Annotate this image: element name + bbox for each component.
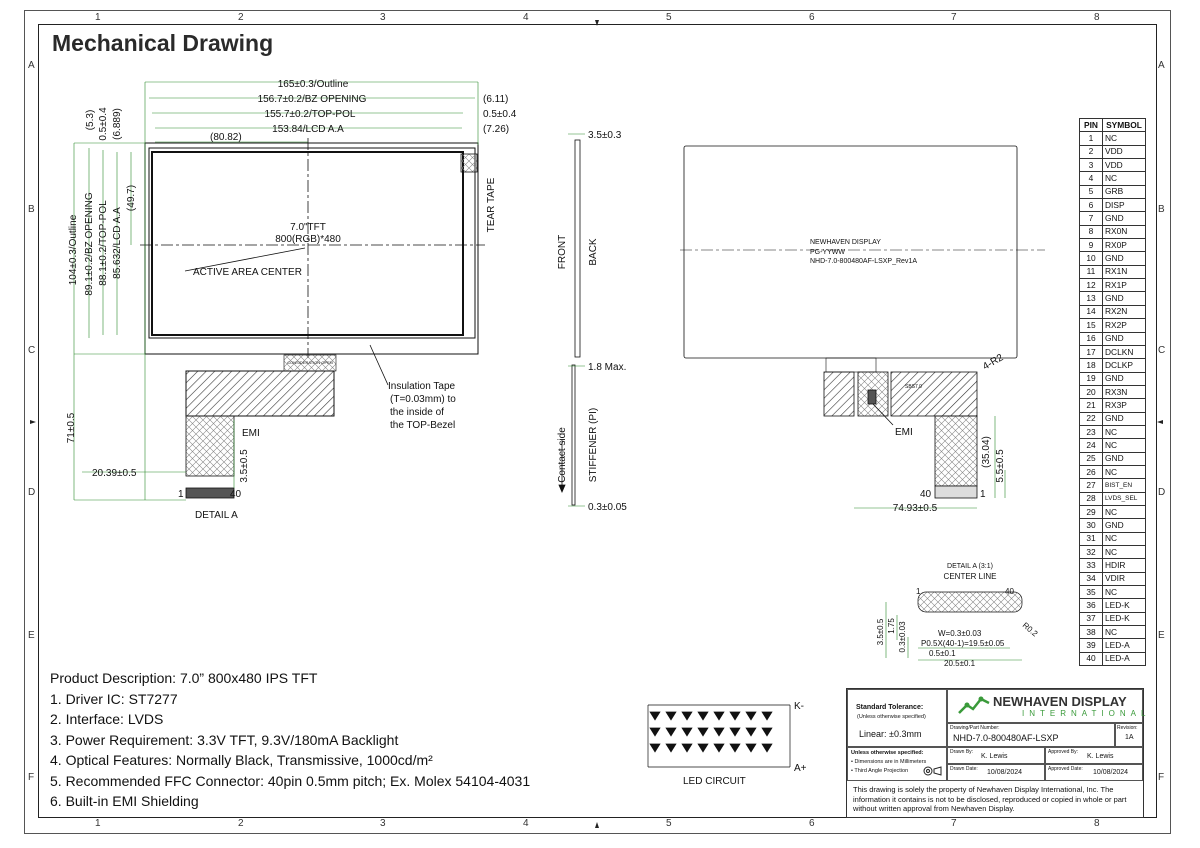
detail-d2: 1.75 [887,618,896,634]
detail-w: W=0.3±0.03 [938,629,982,638]
back-fpc-contacts [935,486,977,498]
dim-stiffener: 0.3±0.05 [588,502,627,513]
pin-row [1080,212,1146,225]
pin-row [1080,559,1146,572]
pin-symbol: GND [1103,292,1146,305]
pin-number: 21 [1080,399,1103,412]
pin-number: 35 [1080,586,1103,599]
pin-number: 10 [1080,252,1103,265]
dim-bz-width: 156.7±0.2/BZ OPENING [257,94,367,105]
linear-tolerance: Linear: ±0.3mm [859,729,922,739]
sticker-label: SBS7.0 [905,384,922,390]
grid-row-b-left: B [28,204,35,215]
pin-symbol: RX3P [1103,399,1146,412]
dim-outline-height: 104±0.3/Outline [68,214,79,286]
description-item: 6. Built-in EMI Shielding [50,793,199,809]
pin-symbol: NC [1103,439,1146,452]
grid-row-a-right: A [1158,60,1165,71]
pin-row [1080,452,1146,465]
pin-number: 37 [1080,612,1103,625]
pin-number: 19 [1080,372,1103,385]
pin-row [1080,145,1146,158]
dim-bz-height: 89.1±0.2/BZ OPENING [84,192,95,296]
pin-number: 31 [1080,532,1103,545]
led-k: K- [794,701,804,712]
pin-symbol: NC [1103,586,1146,599]
pin-number: 36 [1080,599,1103,612]
pin-row [1080,265,1146,278]
pin-number: 6 [1080,199,1103,212]
pin-row [1080,239,1146,252]
brand-logo-icon [957,695,991,719]
pin-symbol: BIST_EN [1103,479,1146,492]
pin-row [1080,372,1146,385]
pin-row [1080,399,1146,412]
drawn-date-label: Drawn Date: [950,766,978,772]
pin-row [1080,465,1146,478]
dim-max: 1.8 Max. [588,362,627,373]
dim-0-5-v: 0.5±0.4 [98,107,109,141]
pin-number: 34 [1080,572,1103,585]
pin-number: 8 [1080,225,1103,238]
detail-a-labels [876,563,1040,668]
pin-number: 17 [1080,345,1103,358]
revision-value: 1A [1125,734,1134,741]
pin-row [1080,199,1146,212]
detail-r: R0.2 [1020,620,1040,639]
back-stiffener-right [891,372,977,416]
pin-row [1080,132,1146,145]
pin-symbol: GND [1103,212,1146,225]
pin-symbol: NC [1103,425,1146,438]
pin-symbol: GND [1103,332,1146,345]
pin-symbol: GND [1103,252,1146,265]
pin-number: 29 [1080,505,1103,518]
pin-row [1080,319,1146,332]
dim-6-11: (6.11) [483,94,509,105]
pin-symbol: LED-K [1103,612,1146,625]
pin-row [1080,359,1146,372]
ownership-notice: This drawing is solely the property of Newhaven Display International, Inc. The information it contains is not to be disclosed, reproduced or copied in whole or part without written approval from Newhaven Display. [853,785,1127,813]
pin-symbol: RX0P [1103,239,1146,252]
pin-number: 2 [1080,145,1103,158]
grid-row-c-left: C [28,345,36,356]
pin-table [1079,118,1146,666]
emi-back: EMI [895,427,913,438]
pin-symbol: HDIR [1103,559,1146,572]
center-label-2: 800(RGB)*480 [275,234,341,245]
pin-header: PIN [1080,119,1103,132]
pin-row [1080,425,1146,438]
pin-number: 22 [1080,412,1103,425]
r2-label: 4-R2 [981,352,1006,373]
dim-71: 71±0.5 [66,412,77,444]
grid-row-a-left: A [28,60,35,71]
dim-thickness: 3.5±0.3 [588,130,622,141]
pin-row [1080,492,1146,505]
pin-symbol: RX2N [1103,305,1146,318]
center-label-1: 7.0"TFT [290,222,326,233]
pin-number: 20 [1080,385,1103,398]
description-heading: Product Description: 7.0” 800x480 IPS TFT [50,670,318,686]
grid-row-f-left: F [28,772,35,783]
description-item: 4. Optical Features: Normally Black, Transmissive, 1000cd/m² [50,752,433,768]
detail-a-label: DETAIL A [195,510,238,521]
dims-in-mm: • Dimensions are in Millimeters [851,759,927,765]
pin-row [1080,185,1146,198]
description-item: 1. Driver IC: ST7277 [50,690,178,707]
dim-74: 74.93±0.5 [892,503,938,514]
pin-symbol: LED-A [1103,639,1146,652]
lcd-outline [145,143,478,354]
grid-col-1-bottom: 1 [95,818,101,829]
insulation-4: the TOP-Bezel [390,420,456,431]
insulation-1: Insulation Tape [388,381,456,392]
pin-number: 39 [1080,639,1103,652]
dim-49-7: (49.7) [126,184,137,212]
fpc-stiffener [186,371,334,416]
pin-row [1080,505,1146,518]
detail-title-2: CENTER LINE [943,572,997,581]
back-pin-1: 1 [980,489,986,500]
pin-symbol: GND [1103,412,1146,425]
stiffener-label: STIFFENER (PI) [588,407,599,483]
part-label: Drawing/Part Number: [950,725,1000,731]
drawn-by-label: Drawn By: [950,749,974,755]
dim-pol-width: 155.7±0.2/TOP-POL [264,109,356,120]
pin-row [1080,519,1146,532]
pin-number: 4 [1080,172,1103,185]
dim-80-82: (80.82) [210,132,242,143]
grid-col-6-top: 6 [809,12,815,23]
detail-d3: 0.3±0.03 [898,621,907,653]
pin-number: 40 [1080,652,1103,665]
product-description [50,668,530,812]
pin-symbol: DCLKN [1103,345,1146,358]
pin-symbol: LED-K [1103,599,1146,612]
pin-symbol: LVDS_SEL [1103,492,1146,505]
grid-col-4-top: 4 [523,12,529,23]
std-tolerance: Standard Tolerance: [856,704,924,711]
pin-row [1080,612,1146,625]
pin-number: 12 [1080,279,1103,292]
pin-row [1080,345,1146,358]
grid-row-e-left: E [28,630,35,641]
pin-number: 5 [1080,185,1103,198]
page-title: Mechanical Drawing [52,30,274,56]
detail-p: P0.5X(40-1)=19.5±0.05 [921,639,1005,648]
pin-row [1080,305,1146,318]
grid-col-3-bottom: 3 [380,818,386,829]
pin-number: 26 [1080,465,1103,478]
pin-row [1080,572,1146,585]
pin-row [1080,599,1146,612]
grid-row-c-right: C [1158,345,1166,356]
grid-col-7-top: 7 [951,12,957,23]
grid-col-2-top: 2 [238,12,244,23]
pin-row [1080,546,1146,559]
pin-row [1080,159,1146,172]
pin-row [1080,252,1146,265]
grid-col-3-top: 3 [380,12,386,23]
grid-col-4-bottom: 4 [523,818,529,829]
title-block [846,688,1151,818]
pin-row [1080,532,1146,545]
back-outline [684,146,1017,358]
back-label-3: NHD-7.0-800480AF-LSXP_Rev1A [810,258,917,265]
led-title: LED CIRCUIT [683,776,746,787]
grid-col-1-top: 1 [95,12,101,23]
pin-number: 25 [1080,452,1103,465]
grid-row-d-left: D [28,487,36,498]
contact-side: Contact side [557,427,568,483]
fpc-tail [186,416,234,476]
pin-row [1080,652,1146,665]
back-pin-40: 40 [920,489,932,500]
approved-date: 10/08/2024 [1093,769,1129,776]
unless-specified-2: Unless otherwise specified: [851,750,924,756]
pin-symbol: VDD [1103,145,1146,158]
tear-tape [461,154,477,172]
part-number: NHD-7.0-800480AF-LSXP [953,733,1059,743]
back-fpc-tail [935,416,977,486]
pin-symbol: NC [1103,172,1146,185]
pin-number: 7 [1080,212,1103,225]
drawn-date: 10/08/2024 [987,769,1023,776]
dim-pol-height: 88.1±0.2/TOP-POL [98,200,109,286]
dim-5-5: 5.5±0.5 [995,449,1006,483]
back-emi-pad [868,390,876,404]
detail-pin-40: 40 [1005,587,1014,596]
back-label: BACK [588,238,599,266]
pin-symbol: VDD [1103,159,1146,172]
pin-row [1080,412,1146,425]
front-view [74,82,485,500]
front-view-labels [66,79,517,521]
pin-number: 30 [1080,519,1103,532]
side-view-labels [557,130,627,513]
pin-symbol: VDIR [1103,572,1146,585]
insulation-3: the inside of [390,407,444,418]
grid-col-6-bottom: 6 [809,818,815,829]
pin-symbol: RX1N [1103,265,1146,278]
pin-table-body [1080,132,1146,666]
dim-lcd-width: 153.84/LCD A.A [272,124,344,135]
pin-number: 9 [1080,239,1103,252]
dim-6-889: (6.889) [112,108,123,140]
emi-front: EMI [242,428,260,439]
description-item: 3. Power Requirement: 3.3V TFT, 9.3V/180mA Backlight [50,731,399,748]
pin-symbol: DISP [1103,199,1146,212]
pin-symbol: GND [1103,519,1146,532]
pin-symbol: GRB [1103,185,1146,198]
pin-number: 38 [1080,626,1103,639]
pin-number: 11 [1080,265,1103,278]
front-pin-40: 40 [230,489,242,500]
pin-number: 16 [1080,332,1103,345]
tear-tape-label: TEAR TAPE [486,177,497,233]
grid-col-7-bottom: 7 [951,818,957,829]
pin-row [1080,332,1146,345]
back-label-1: NEWHAVEN DISPLAY [810,239,881,246]
active-area-center: ACTIVE AREA CENTER [193,267,302,278]
side-fpc [572,365,575,505]
detail-d1: 3.5±0.5 [876,618,885,646]
fpc-contacts [186,488,234,498]
approved-by-label: Approved By: [1048,749,1079,755]
pin-table-header [1080,119,1146,132]
revision-label: Revision: [1117,725,1138,731]
pin-symbol: NC [1103,626,1146,639]
pin-number: 24 [1080,439,1103,452]
pin-number: 33 [1080,559,1103,572]
pin-number: 15 [1080,319,1103,332]
pin-number: 3 [1080,159,1103,172]
led-diode-grid [650,712,772,752]
led-a: A+ [794,763,807,774]
back-stiffener-left [824,372,854,416]
pin-row [1080,479,1146,492]
pin-number: 1 [1080,132,1103,145]
front-pin-1: 1 [178,489,184,500]
pin-number: 14 [1080,305,1103,318]
pin-symbol: NC [1103,132,1146,145]
pin-row [1080,172,1146,185]
pin-number: 32 [1080,546,1103,559]
brand-name: NEWHAVEN DISPLAY [993,694,1127,709]
pin-symbol: LED-A [1103,652,1146,665]
pin-symbol: RX1P [1103,279,1146,292]
approved-by: K. Lewis [1087,753,1114,760]
dim-7-26: (7.26) [483,124,510,135]
dim-lcd-height: 85.632/LCD A.A [112,207,123,279]
drawn-by: K. Lewis [981,753,1008,760]
pin-symbol: RX2P [1103,319,1146,332]
grid-row-e-right: E [1158,630,1165,641]
pin-symbol: DCLKP [1103,359,1146,372]
description-item: 2. Interface: LVDS [50,711,164,727]
grid-col-8-bottom: 8 [1094,818,1100,829]
dim-35: (35.04) [981,436,992,468]
side-body [575,140,580,357]
pin-row [1080,439,1146,452]
symbol-header: SYMBOL [1103,119,1146,132]
pin-symbol: NC [1103,532,1146,545]
dim-3-5: 3.5±0.5 [239,449,250,483]
grid-col-2-bottom: 2 [238,818,244,829]
third-angle: • Third Angle Projection [851,768,909,774]
back-fpc-neck [826,358,876,372]
fpc-text: CONSIDERATION OPEN [287,360,333,365]
pin-number: 23 [1080,425,1103,438]
pin-number: 18 [1080,359,1103,372]
grid-row-d-right: D [1158,487,1166,498]
unless-specified: (Unless otherwise specified) [857,714,926,720]
detail-d5: 20.5±0.1 [944,659,976,668]
pin-symbol: NC [1103,546,1146,559]
pin-row [1080,292,1146,305]
dim-outline-width: 165±0.3/Outline [277,79,349,90]
grid-col-5-top: 5 [666,12,672,23]
pin-row [1080,279,1146,292]
pin-row [1080,225,1146,238]
pin-row [1080,586,1146,599]
detail-d4: 0.5±0.1 [929,649,956,658]
pin-row [1080,626,1146,639]
approved-date-label: Approved Date: [1048,766,1083,772]
pin-number: 28 [1080,492,1103,505]
led-circuit [648,705,790,767]
pin-symbol: RX0N [1103,225,1146,238]
description-item: 5. Recommended FFC Connector: 40pin 0.5mm pitch; Ex. Molex 54104-4031 [50,772,531,789]
projection-icon [923,766,943,776]
dim-5-3: (5.3) [85,109,96,131]
pin-symbol: NC [1103,505,1146,518]
grid-row-b-right: B [1158,204,1165,215]
dim-20-39: 20.39±0.5 [92,468,137,479]
pin-number: 27 [1080,479,1103,492]
grid-col-5-bottom: 5 [666,818,672,829]
pin-symbol: GND [1103,372,1146,385]
pin-symbol: NC [1103,465,1146,478]
insulation-2: (T=0.03mm) to [390,394,456,405]
pin-symbol: GND [1103,452,1146,465]
grid-col-8-top: 8 [1094,12,1100,23]
front-label: FRONT [557,234,568,270]
brand-sub: INTERNATIONAL [1022,709,1151,718]
back-label-2: PG-YYWW [810,249,845,256]
pin-row [1080,385,1146,398]
pin-symbol: RX3N [1103,385,1146,398]
grid-row-f-right: F [1158,772,1165,783]
dim-0-5: 0.5±0.4 [483,109,517,120]
detail-pin-1: 1 [916,587,921,596]
pin-row [1080,639,1146,652]
pin-number: 13 [1080,292,1103,305]
detail-title-1: DETAIL A (3:1) [947,563,993,570]
